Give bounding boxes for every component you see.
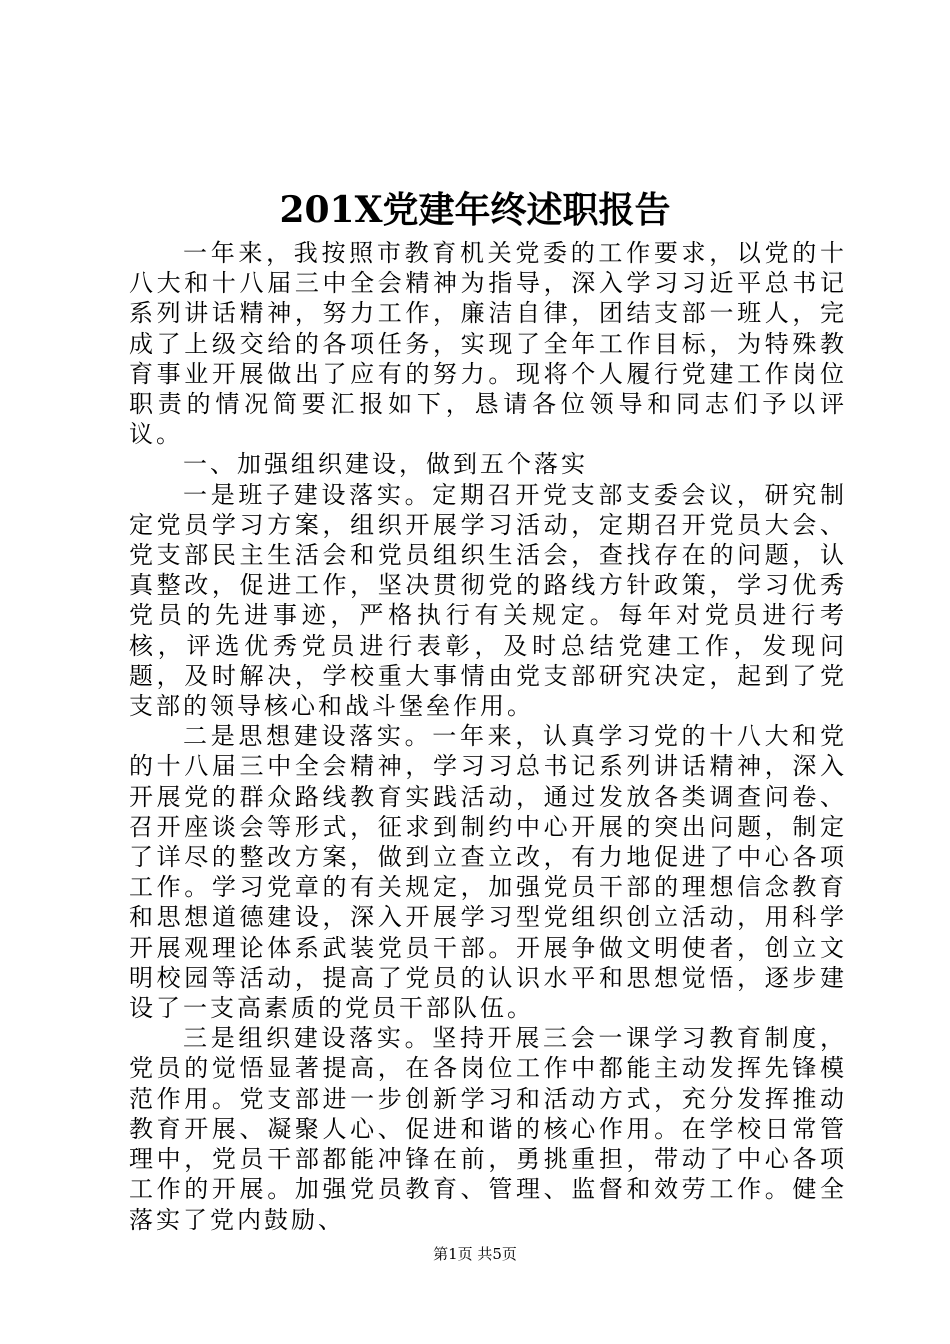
document-body [129, 238, 847, 1235]
document-title: 201X党建年终述职报告 [279, 189, 671, 231]
paragraph-intro: 一年来，我按照市教育机关党委的工作要求，以党的十八大和十八届三中全会精神为指导，深入学习习近平总书记系列讲话精神，努力工作，廉洁自律，团结支部一班人，完成了上级交给的各项任务，实现了全年工作目标，为特殊教育事业开展做出了应有的努力。现将个人履行党建工作岗位职责的情况简要汇报如下，恳请各位领导和同志们予以评议。 [129, 239, 847, 449]
paragraph-team-building: 一是班子建设落实。定期召开党支部支委会议，研究制定党员学习方案，组织开展学习活动，定期召开党员大会、党支部民主生活会和党员组织生活会，查找存在的问题，认真整改，促进工作，坚决贯彻党的路线方针政策，学习优秀党员的先进事迹，严格执行有关规定。每年对党员进行考核，评选优秀党员进行表彰，及时总结党建工作，发现问题，及时解决，学校重大事情由党支部研究决定，起到了党支部的领导核心和战斗堡垒作用。 [129, 480, 847, 721]
paragraph-ideological-building: 二是思想建设落实。一年来，认真学习党的十八大和党的十八届三中全会精神，学习习总书记系列讲话精神，深入开展党的群众路线教育实践活动，通过发放各类调查问卷、召开座谈会等形式，征求到制约中心开展的突出问题，制定了详尽的整改方案，做到立查立改，有力地促进了中心各项工作。学习党章的有关规定，加强党员干部的理想信念教育和思想道德建设，深入开展学习型党组织创立活动，用科学开展观理论体系武装党员干部。开展争做文明使者，创立文明校园等活动，提高了党员的认识水平和思想觉悟，逐步建设了一支高素质的党员干部队伍。 [129, 722, 847, 1023]
section-heading: 一、加强组织建设，做到五个落实 [183, 450, 588, 479]
page-number-footer: 第1页 共5页 [433, 1245, 517, 1263]
paragraph-organization-building: 三是组织建设落实。坚持开展三会一课学习教育制度，党员的觉悟显著提高，在各岗位工作中都能主动发挥先锋模范作用。党支部进一步创新学习和活动方式，充分发挥推动教育开展、凝聚人心、促进和谐的核心作用。在学校日常管理中，党员干部都能冲锋在前，勇挑重担，带动了中心各项工作的开展。加强党员教育、管理、监督和效劳工作。健全落实了党内鼓励、 [129, 1024, 847, 1234]
